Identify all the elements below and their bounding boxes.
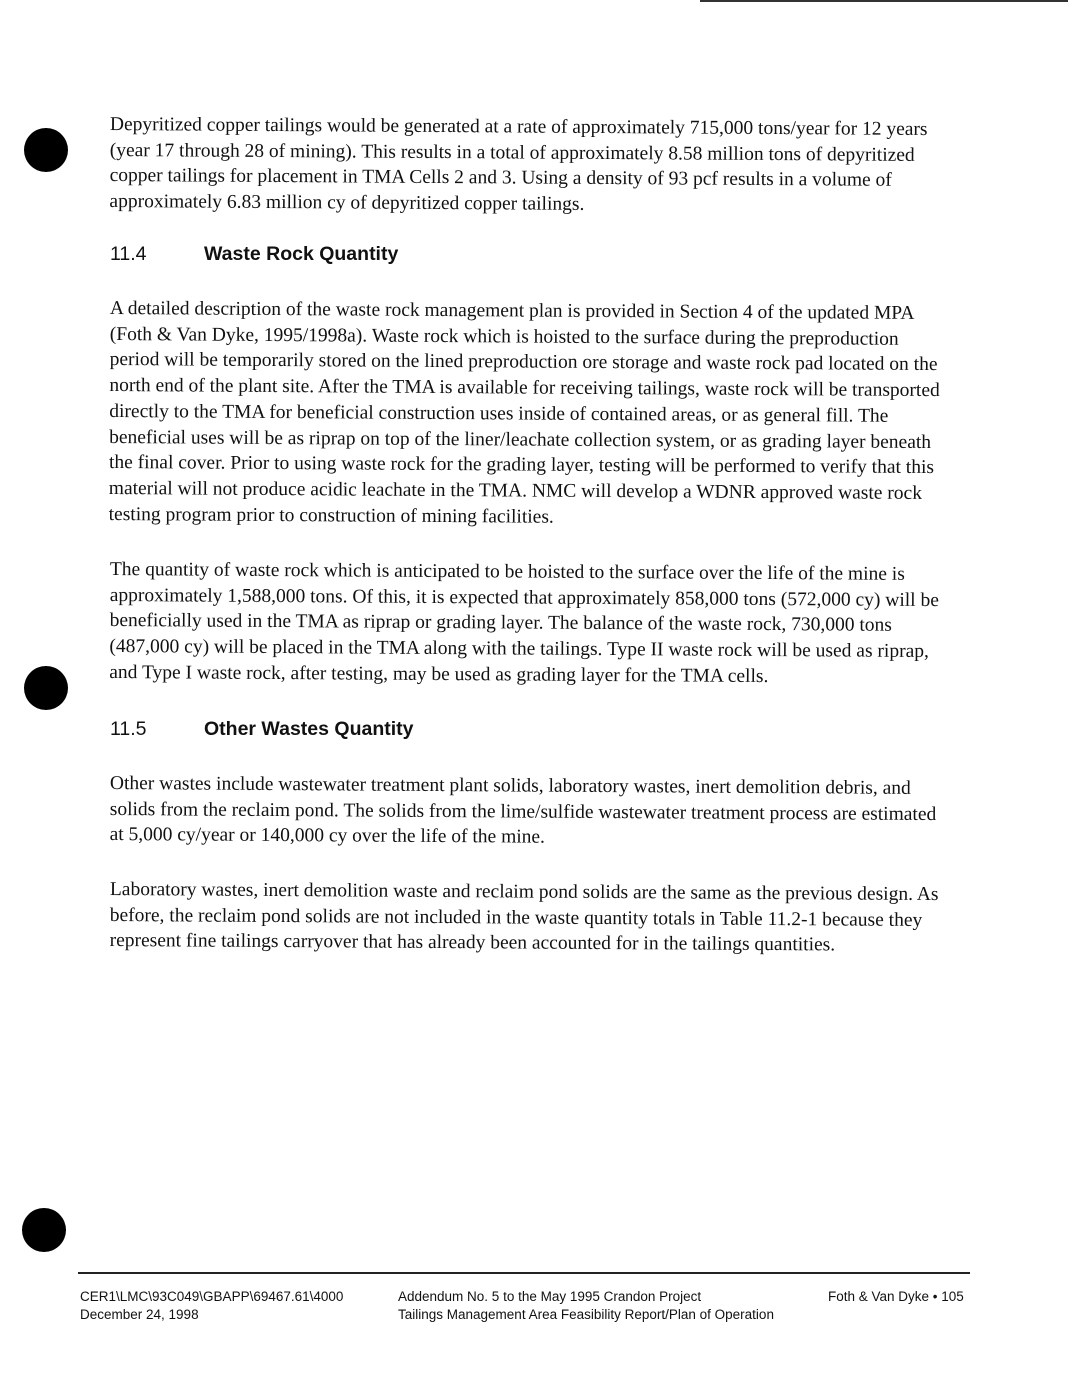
intro-paragraph: Depyritized copper tailings would be generated at a rate of approximately 715,000 tons/year for 12 years (year 17 through 28 of mining). This results in a total of approximately 8.58 million tons of depyritized copper tailings for placement in TMA Cells 2 and 3. Using a density of 93 pcf results in a volume of approximately 6.83 million cy of depyritized copper tailings.: [109, 113, 928, 216]
waste-rock-paragraph-1: A detailed description of the waste rock management plan is provided in Section 4 of the updated MPA (Foth & Van Dyke, 1995/1998a). Waste rock which is hoisted to the surface during the preproduction period will be temporarily stored on the lined preproduction ore storage and waste rock pad located on the north end of the plant site. After the TMA is available for receiving tailings, waste rock will be transported directly to the TMA for beneficial construction uses inside of contained areas, or as general fill. The beneficial uses will be as riprap on top of the liner/leachate collection system, or as grading layer beneath the final cover. Prior to using waste rock for the grading layer, testing will be performed to verify that this material will not produce acidic leachate in the TMA. NMC will develop a WDNR approved waste rock testing program prior to construction of mining facilities.: [108, 297, 940, 528]
footer-file-path: CER1\LMC\93C049\GBAPP\69467.61\4000: [80, 1289, 344, 1304]
binder-hole-bottom: [22, 1208, 66, 1252]
footer-left: [80, 1288, 343, 1324]
section-number: 11.4: [110, 242, 147, 265]
section-number: 11.5: [110, 717, 147, 740]
binder-hole-middle: [24, 666, 68, 710]
footer-rule: [78, 1272, 970, 1274]
section-heading-11-5: [110, 718, 950, 741]
waste-rock-paragraph-2: The quantity of waste rock which is anticipated to be hoisted to the surface over the life of the mine is approximately 1,588,000 tons. Of this, it is expected that approximately 858,000 tons (572,000 cy) will be beneficially used in the TMA as riprap or grading layer. The balance of the waste rock, 730,000 tons (487,000 cy) will be placed in the TMA along with the tailings. Type II waste rock will be used as riprap, and Type I waste rock, after testing, may be used as grading layer for the TMA cells.: [109, 559, 939, 687]
footer-center: [398, 1288, 774, 1324]
page-body: [110, 112, 950, 954]
section-title: Waste Rock Quantity: [204, 242, 399, 265]
footer-right: [828, 1288, 964, 1306]
other-wastes-paragraph-1: Other wastes include wastewater treatment plant solids, laboratory wastes, inert demolition debris, and solids from the reclaim pond. The solids from the lime/sulfide wastewater treatment process are estimated at 5,000 cy/year or 140,000 cy over the life of the mine.: [109, 772, 937, 848]
section-heading-11-4: [110, 243, 950, 266]
footer-date: December 24, 1998: [80, 1307, 199, 1322]
footer-document-line-2: Tailings Management Area Feasibility Report/Plan of Operation: [398, 1307, 774, 1322]
section-title: Other Wastes Quantity: [204, 717, 414, 740]
footer-page-label: Foth & Van Dyke • 105: [828, 1289, 964, 1304]
other-wastes-paragraph-2: Laboratory wastes, inert demolition waste and reclaim pond solids are the same as the previous design. As before, the reclaim pond solids are not included in the waste quantity totals in Table 11.2-1 because they represent fine tailings carryover that has already been accounted for in the tailings quantities.: [109, 878, 939, 956]
top-edge-rule: [700, 0, 1068, 2]
binder-hole-top: [24, 128, 68, 172]
footer-document-line-1: Addendum No. 5 to the May 1995 Crandon Project: [398, 1289, 702, 1304]
